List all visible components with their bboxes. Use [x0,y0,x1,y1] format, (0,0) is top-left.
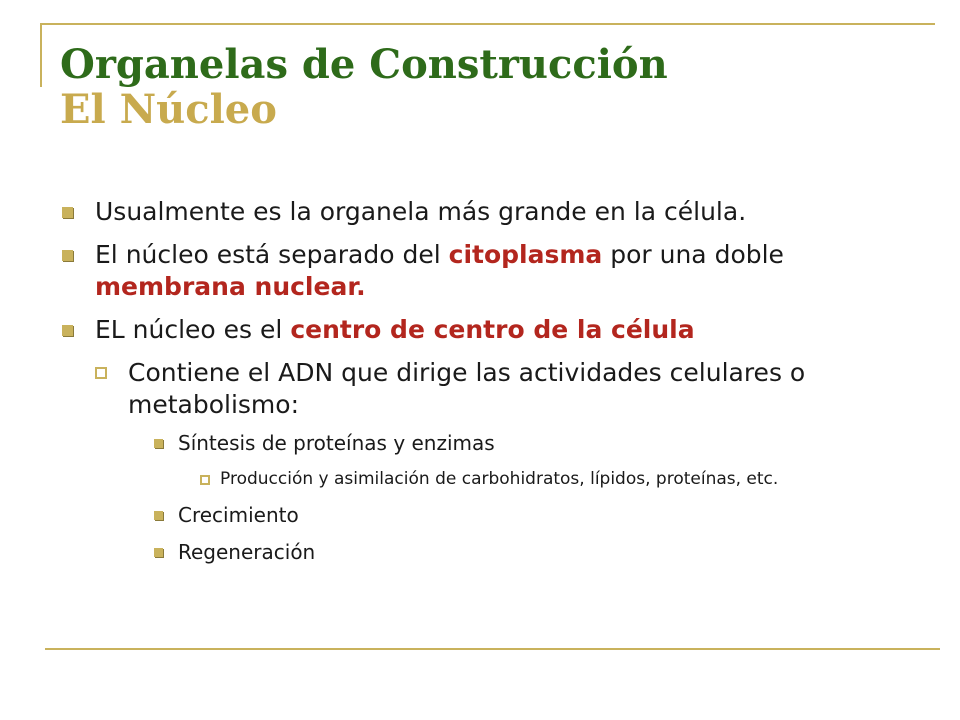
sub-sub-bullet-item-1 [62,430,922,456]
bullet-text: EL núcleo es el [95,315,291,344]
square-bullet-icon [154,548,163,557]
bullet-text: Producción y asimilación de carbohidratos, lípidos, proteínas, etc. [220,469,779,489]
bullet-item-3 [62,314,922,346]
left-rule [40,23,42,87]
square-bullet-icon [62,207,73,218]
sub-bullet-item [62,357,922,421]
bullet-list [62,196,922,576]
square-bullet-icon [154,439,163,448]
sub-sub-bullet-item-2 [62,502,922,528]
bullet-text: Regeneración [178,540,316,564]
title-line-2: El Núcleo [60,86,277,134]
bullet-text: Usualmente es la organela más grande en la célula. [95,197,747,226]
top-rule [40,23,935,25]
bullet-text: El núcleo está separado del [95,240,449,269]
bullet-text: por una doble [602,240,784,269]
highlight-term: membrana nuclear. [95,272,366,301]
square-bullet-icon [62,325,73,336]
hollow-square-bullet-icon [95,367,107,379]
square-bullet-icon [154,511,163,520]
bullet-item-2 [62,239,922,303]
bottom-rule [45,648,940,650]
title-line-1: Organelas de Construcción [60,41,668,88]
bullet-text: Crecimiento [178,503,299,527]
slide-title [60,42,668,132]
bullet-item-1 [62,196,922,228]
bullet-text: Síntesis de proteínas y enzimas [178,431,495,455]
hollow-square-bullet-icon [200,475,210,485]
square-bullet-icon [62,250,73,261]
highlight-term: citoplasma [448,240,603,269]
level4-bullet-item [62,467,922,491]
bullet-text: Contiene el ADN que dirige las actividades celulares o metabolismo: [128,358,806,419]
highlight-term: centro de centro de la célula [290,315,695,344]
sub-sub-bullet-item-3 [62,539,922,565]
